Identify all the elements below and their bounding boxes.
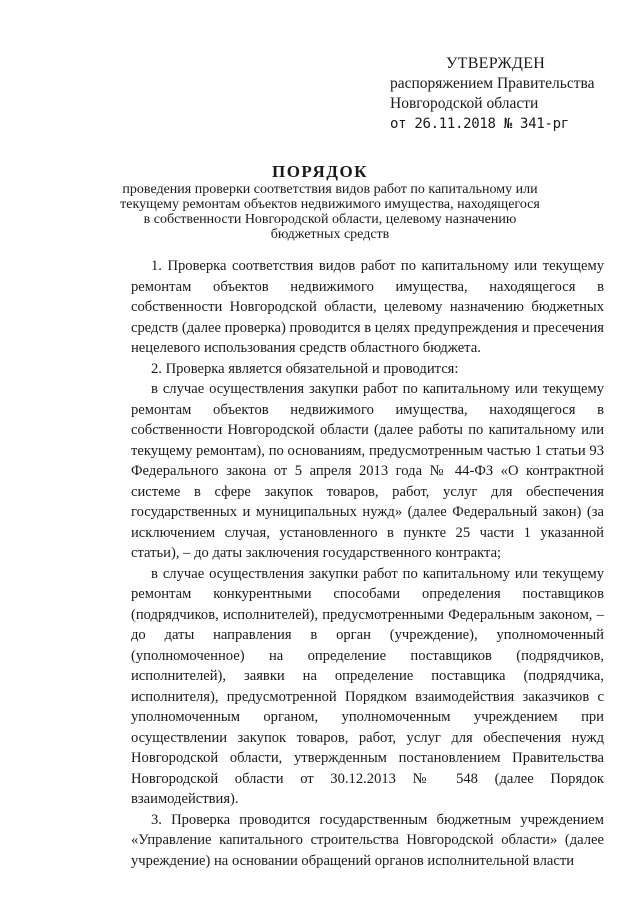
approval-heading: УТВЕРЖДЕН — [446, 55, 546, 72]
paragraph-2-case-1: в случае осуществления закупки работ по капитальному или текущему ремонтам объектов недвижимого имущества, находящегося в собственности Новгородской области (далее работы по капитальному или текущему ремонтам), по основаниям, предусмотренным частью 1 статьи 93 Федерального закона от 5 апреля 2013 года № 44-ФЗ «О контрактной системе в сфере закупок товаров, работ, услуг для обеспечения государственных и муниципальных нужд» (далее Федеральный закон) (за исключением случая, установленного в пункте 25 части 1 указанной статьи), – до даты заключения государственного контракта; — [131, 381, 604, 561]
document-title: ПОРЯДОК — [271, 162, 368, 181]
approval-stamp — [390, 54, 595, 134]
paragraph-1: 1. Проверка соответствия видов работ по капитальному или текущему ремонтам объектов недвижимого имущества, находящегося в собственности Новгородской области, целевому назначению бюджетных средств (далее проверка) проводится в целях предупреждения и пресечения нецелевого использования средств областного бюджета. — [131, 258, 604, 356]
paragraph-2: 2. Проверка является обязательной и проводится: — [151, 360, 459, 377]
paragraph-2-case-2: в случае осуществления закупки работ по капитальному или текущему ремонтам конкурентными способами определения поставщиков (подрядчиков, исполнителей), предусмотренными Федеральным законом, – до даты направления в орган (учреждение), уполномоченный (уполномоченное) на определение поставщиков (подрядчиков, исполнителей), заявки на определение поставщика (подрядчика, исполнителя), предусмотренной Порядком взаимодействия заказчиков с уполномоченным органом, уполномоченным учреждением при осуществлении закупок товаров, работ, услуг для обеспечения нужд Новгородской области, утвержденным постановлением Правительства Новгородской области от 30.12.2013 № 548 (далее Порядок взаимодействия). — [131, 565, 604, 807]
approval-date-line: от 26.11.2018 № 341-рг — [390, 116, 569, 132]
approval-line-1: распоряжением Правительства — [390, 75, 595, 92]
document-body — [131, 256, 604, 871]
document-subtitle: проведения проверки соответствия видов работ по капитальному или текущему ремонтам объектов недвижимого имущества, находящегося в собственности Новгородской области, целевому назначению бюджетных средств — [120, 182, 540, 242]
approval-line-2: Новгородской области — [390, 95, 539, 112]
paragraph-3: 3. Проверка проводится государственным бюджетным учреждением «Управление капитального строительства Новгородской области» (далее учреждение) на основании обращений органов исполнительной власти — [131, 811, 604, 869]
